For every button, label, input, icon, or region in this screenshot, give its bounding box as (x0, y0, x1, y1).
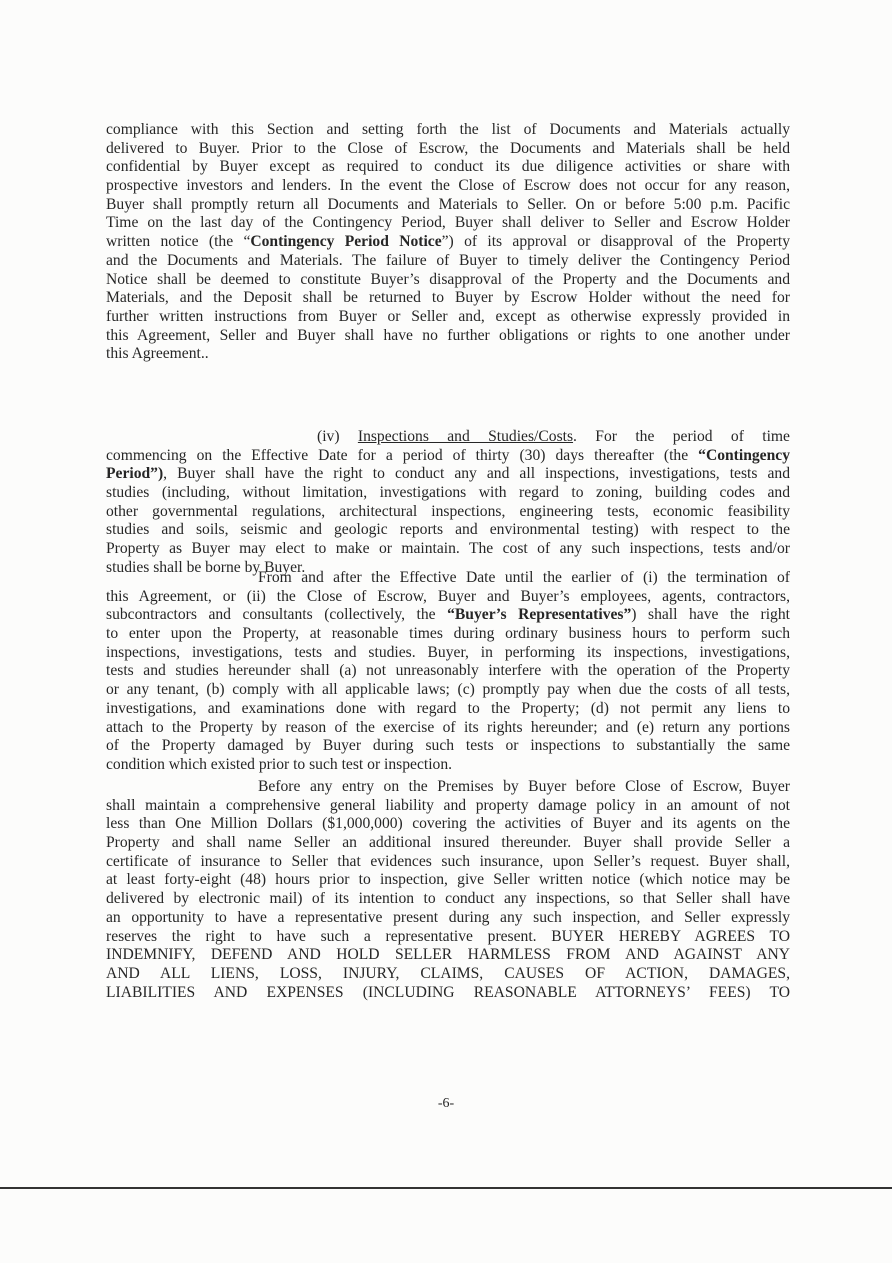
text-segment: Notice shall be deemed to constitute Buyer’s disapproval of the Property and the Documents and (106, 270, 790, 288)
text-line (106, 700, 790, 719)
text-segment: Property and shall name Seller an additional insured thereunder. Buyer shall provide Seller a (106, 834, 790, 852)
text-segment: inspections, investigations, tests and studies. Buyer, in performing its inspections, investigations, (106, 643, 790, 661)
text-segment: to enter upon the Property, at reasonable times during ordinary business hours to perform such (106, 625, 790, 643)
text-line (106, 778, 790, 797)
text-segment: studies (including, without limitation, investigations with regard to zoning, building codes and (106, 484, 790, 502)
text-segment: confidential by Buyer except as required to conduct its due diligence activities or share with (106, 158, 790, 176)
text-segment: INDEMNIFY, DEFEND AND HOLD SELLER HARMLESS FROM AND AGAINST ANY (106, 946, 790, 964)
text-segment: this Agreement.. (106, 345, 209, 363)
text-line (106, 719, 790, 738)
paragraph-buyers-representatives (106, 569, 790, 775)
text-segment: Materials, and the Deposit shall be returned to Buyer by Escrow Holder without the need for (106, 289, 790, 307)
text-segment: reserves the right to have such a representative present. BUYER HEREBY AGREES TO (106, 927, 790, 945)
text-line (106, 890, 790, 909)
text-segment: Before any entry on the Premises by Buyer before Close of Escrow, Buyer (258, 778, 790, 795)
paragraph-insurance-indemnity (106, 778, 790, 1002)
text-line (106, 140, 790, 159)
text-segment: studies shall be borne by Buyer. (106, 558, 306, 576)
text-segment: investigations, and examinations done with regard to the Property; (d) not permit any liens to (106, 699, 790, 717)
text-segment: and the Documents and Materials. The failure of Buyer to timely deliver the Contingency Period (106, 251, 790, 269)
text-line (106, 289, 790, 308)
text-segment: attach to the Property by reason of the exercise of its rights hereunder; and (e) return any portions (106, 718, 790, 736)
text-segment: compliance with this Section and setting forth the list of Documents and Materials actually (106, 121, 790, 138)
page-edge-rule (0, 1187, 892, 1189)
text-line (106, 214, 790, 233)
text-line (106, 252, 790, 271)
text-segment: AND ALL LIENS, LOSS, INJURY, CLAIMS, CAUSES OF ACTION, DAMAGES, (106, 964, 790, 982)
text-segment: an opportunity to have a representative present during any such inspection, and Seller expressly (106, 908, 790, 926)
text-segment: written notice (the “ (106, 233, 251, 251)
text-line (106, 271, 790, 290)
text-line (106, 737, 790, 756)
text-line (106, 484, 790, 503)
text-line (106, 815, 790, 834)
text-line (106, 662, 790, 681)
text-segment: delivered to Buyer. Prior to the Close of Escrow, the Documents and Materials shall be held (106, 139, 790, 157)
defined-term: Contingency Period Notice (250, 233, 442, 251)
text-segment: other governmental regulations, architectural inspections, engineering tests, economic feasibility (106, 502, 790, 520)
text-line (106, 345, 790, 364)
text-line (106, 644, 790, 663)
text-segment: further written instructions from Buyer or Seller and, except as otherwise expressly provided in (106, 307, 790, 325)
text-segment: certificate of insurance to Seller that evidences such insurance, upon Seller’s request. Buyer shall, (106, 852, 790, 870)
text-segment: subcontractors and consultants (collectively, the (106, 606, 448, 624)
text-line (106, 984, 790, 1003)
defined-term: Period”) (106, 465, 164, 483)
text-line (106, 946, 790, 965)
text-line (106, 928, 790, 947)
text-segment: or any tenant, (b) comply with all applicable laws; (c) promptly pay when due the costs of all tests, (106, 681, 790, 699)
text-line (106, 569, 790, 588)
text-line (106, 797, 790, 816)
text-line (106, 521, 790, 540)
text-line (106, 121, 790, 140)
text-segment: this Agreement, or (ii) the Close of Escrow, Buyer and Buyer’s employees, agents, contractors, (106, 587, 790, 605)
section-heading: Inspections and Studies/Costs (357, 428, 574, 445)
text-segment: , Buyer shall have the right to conduct any and all inspections, investigations, tests and (163, 465, 790, 483)
text-line (106, 503, 790, 522)
text-segment: Time on the last day of the Contingency Period, Buyer shall deliver to Seller and Escrow Holder (106, 214, 790, 232)
text-segment: at least forty-eight (48) hours prior to inspection, give Seller written notice (which notice may be (106, 871, 790, 889)
text-segment: shall maintain a comprehensive general liability and property damage policy in an amount of not (106, 796, 790, 814)
defined-term: “Buyer’s Representatives” (447, 606, 632, 624)
text-line (106, 327, 790, 346)
text-segment: this Agreement, Seller and Buyer shall have no further obligations or rights to one another under (106, 326, 790, 344)
text-segment: condition which existed prior to such test or inspection. (106, 755, 453, 773)
text-segment: tests and studies hereunder shall (a) not unreasonably interfere with the operation of the Property (106, 662, 790, 680)
text-segment: prospective investors and lenders. In the event the Close of Escrow does not occur for any reason, (106, 177, 790, 195)
text-line (106, 196, 790, 215)
page-number: -6- (437, 1096, 455, 1111)
text-line (106, 834, 790, 853)
text-segment: LIABILITIES AND EXPENSES (INCLUDING REASONABLE ATTORNEYS’ FEES) TO (106, 983, 790, 1001)
text-segment: commencing on the Effective Date for a period of thirty (30) days thereafter (the (106, 446, 699, 464)
text-line (106, 588, 790, 607)
text-segment: Buyer shall promptly return all Documents and Materials to Seller. On or before 5:00 p.m. Pacific (106, 195, 790, 213)
text-line (106, 158, 790, 177)
text-line (106, 177, 790, 196)
text-segment: From and after the Effective Date until the earlier of (i) the termination of (258, 569, 790, 586)
paragraph-contingency-notice (106, 121, 790, 364)
text-segment: of the Property damaged by Buyer during such tests or inspections to substantially the same (106, 737, 790, 755)
text-line (106, 428, 790, 447)
text-segment: (iv) (317, 428, 358, 445)
text-line (106, 447, 790, 466)
paragraph-inspections-and-studies (106, 428, 790, 578)
text-segment: ”) of its approval or disapproval of the Property (441, 233, 790, 251)
text-line (106, 965, 790, 984)
text-line (106, 606, 790, 625)
text-line (106, 233, 790, 252)
text-segment: less than One Million Dollars ($1,000,000) covering the activities of Buyer and its agents on the (106, 815, 790, 833)
text-line (106, 853, 790, 872)
text-line (106, 465, 790, 484)
text-segment: studies and soils, seismic and geologic reports and environmental testing) with respect to the (106, 521, 790, 539)
text-line (106, 909, 790, 928)
text-line (106, 681, 790, 700)
text-line (106, 540, 790, 559)
text-segment: ) shall have the right (631, 606, 790, 624)
text-segment: . For the period of time (573, 428, 790, 445)
text-segment: delivered by electronic mail) of its intention to conduct any inspections, so that Seller shall have (106, 890, 790, 908)
text-line (106, 625, 790, 644)
text-segment: Property as Buyer may elect to make or maintain. The cost of any such inspections, tests and/or (106, 540, 790, 558)
text-line (106, 871, 790, 890)
text-line (106, 756, 790, 775)
defined-term: “Contingency (698, 446, 790, 464)
text-line (106, 308, 790, 327)
